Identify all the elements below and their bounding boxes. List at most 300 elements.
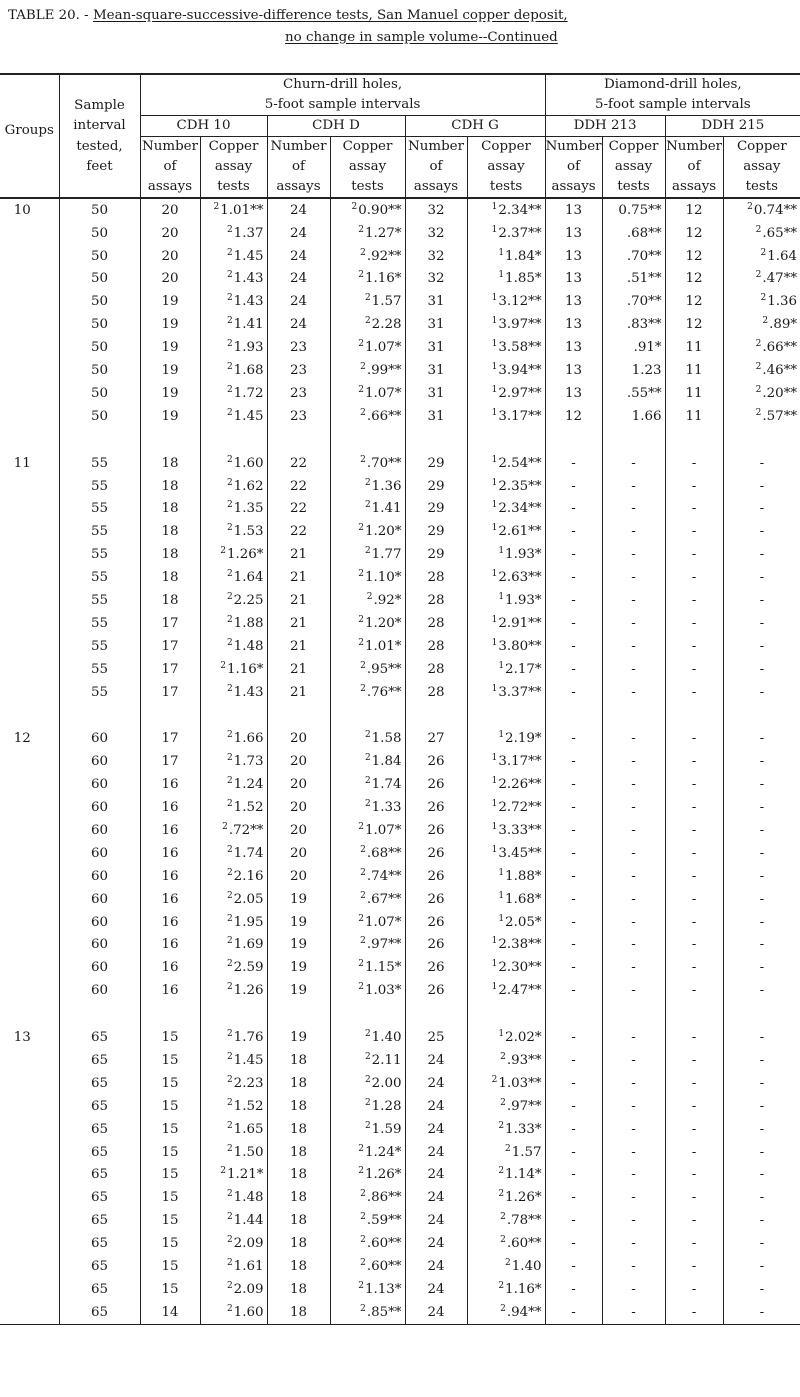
copper-assay-test bbox=[467, 589, 545, 612]
number-of-assays: - bbox=[545, 980, 602, 1003]
table-row bbox=[0, 1255, 800, 1278]
test-value: 1.64 bbox=[767, 248, 798, 264]
group-label bbox=[0, 498, 59, 521]
copper-assay-test bbox=[602, 498, 665, 521]
test-value: - bbox=[631, 1030, 636, 1046]
footnote-marker: 1 bbox=[498, 730, 505, 741]
number-of-assays: 24 bbox=[405, 1141, 467, 1164]
footnote-marker: 2 bbox=[364, 799, 371, 810]
footnote-marker: 2 bbox=[226, 1097, 233, 1108]
sub-number-3: assays bbox=[140, 177, 200, 198]
table-row bbox=[0, 313, 800, 336]
copper-assay-test bbox=[467, 1141, 545, 1164]
number-of-assays: 18 bbox=[267, 1141, 330, 1164]
footnote-marker: 1 bbox=[498, 546, 505, 557]
footnote-marker: 1 bbox=[491, 776, 498, 787]
spacer-cell bbox=[545, 428, 602, 452]
copper-assay-test bbox=[467, 980, 545, 1003]
sample-interval: 65 bbox=[59, 1049, 140, 1072]
test-value: 1.16* bbox=[226, 661, 264, 677]
footnote-marker: 2 bbox=[358, 1143, 364, 1154]
number-of-assays: 29 bbox=[405, 521, 467, 544]
group-label bbox=[0, 612, 59, 635]
number-of-assays: 11 bbox=[665, 359, 723, 382]
sub-number-1: Number bbox=[665, 137, 723, 158]
test-value: - bbox=[631, 960, 636, 976]
copper-assay-test bbox=[330, 1118, 405, 1141]
test-value: 1.01* bbox=[364, 638, 402, 654]
footnote-marker: 2 bbox=[226, 730, 233, 741]
spacer-cell bbox=[545, 1002, 602, 1026]
number-of-assays: 15 bbox=[140, 1118, 200, 1141]
number-of-assays: 15 bbox=[140, 1026, 200, 1049]
number-of-assays: 22 bbox=[267, 475, 330, 498]
number-of-assays: 15 bbox=[140, 1095, 200, 1118]
test-value: 2.34** bbox=[498, 202, 542, 218]
footnote-marker: 2 bbox=[500, 1097, 506, 1108]
footnote-marker: 1 bbox=[491, 683, 498, 694]
copper-assay-test bbox=[602, 475, 665, 498]
test-value: .46** bbox=[762, 362, 798, 378]
group-label: 10 bbox=[13, 202, 31, 218]
footnote-marker: 1 bbox=[491, 637, 498, 648]
number-of-assays: - bbox=[665, 1164, 723, 1187]
copper-assay-test bbox=[467, 957, 545, 980]
sub-copper-2: assay bbox=[602, 157, 665, 177]
footnote-marker: 2 bbox=[226, 799, 233, 810]
test-value: - bbox=[631, 1075, 636, 1091]
test-value: .20** bbox=[762, 385, 798, 401]
test-value: 1.07* bbox=[364, 823, 402, 838]
footnote-marker: 2 bbox=[226, 224, 233, 235]
footnote-marker: 2 bbox=[226, 500, 233, 511]
test-value: - bbox=[759, 731, 765, 747]
spacer-cell bbox=[467, 1002, 545, 1026]
test-value: 1.43 bbox=[233, 684, 264, 700]
number-of-assays: 11 bbox=[665, 405, 723, 428]
sub-copper-3: tests bbox=[602, 177, 665, 198]
test-value: .66** bbox=[366, 408, 402, 424]
test-value: 2.28 bbox=[371, 317, 402, 333]
number-of-assays: - bbox=[665, 1026, 723, 1049]
number-of-assays: 26 bbox=[405, 796, 467, 819]
number-of-assays: 13 bbox=[545, 382, 602, 405]
copper-assay-test bbox=[330, 1026, 405, 1049]
number-of-assays: 13 bbox=[545, 313, 602, 336]
number-of-assays: 18 bbox=[267, 1210, 330, 1233]
number-of-assays: 20 bbox=[267, 865, 330, 888]
number-of-assays: 12 bbox=[665, 222, 723, 245]
sample-interval: 60 bbox=[59, 888, 140, 911]
footnote-marker: 1 bbox=[491, 959, 498, 970]
copper-assay-test bbox=[723, 198, 800, 222]
number-of-assays: 18 bbox=[140, 475, 200, 498]
copper-assay-test bbox=[723, 819, 800, 842]
copper-assay-test bbox=[200, 1301, 267, 1324]
copper-assay-test bbox=[467, 1210, 545, 1233]
number-of-assays: 24 bbox=[267, 268, 330, 291]
copper-assay-test bbox=[200, 566, 267, 589]
table-row bbox=[0, 498, 800, 521]
number-of-assays: 20 bbox=[267, 773, 330, 796]
copper-assay-test bbox=[723, 681, 800, 704]
group-label bbox=[0, 1187, 59, 1210]
test-value: 1.01** bbox=[220, 202, 264, 218]
number-of-assays: - bbox=[545, 773, 602, 796]
test-value: - bbox=[759, 800, 765, 816]
copper-assay-test bbox=[723, 222, 800, 245]
number-of-assays: - bbox=[545, 1210, 602, 1233]
copper-assay-test bbox=[330, 566, 405, 589]
copper-assay-test bbox=[467, 1278, 545, 1301]
spacer-cell bbox=[665, 704, 723, 728]
copper-assay-test bbox=[602, 1278, 665, 1301]
test-value: 1.50 bbox=[233, 1144, 264, 1160]
copper-assay-test bbox=[467, 751, 545, 774]
test-value: 1.40 bbox=[371, 1030, 402, 1046]
header-hole-cdhd: CDH D bbox=[267, 116, 405, 137]
copper-assay-test bbox=[330, 245, 405, 268]
number-of-assays: 26 bbox=[405, 842, 467, 865]
copper-assay-test bbox=[467, 911, 545, 934]
copper-assay-test bbox=[723, 1164, 800, 1187]
copper-assay-test bbox=[330, 1164, 405, 1187]
number-of-assays: - bbox=[665, 498, 723, 521]
sub-number-3: assays bbox=[405, 177, 467, 198]
test-value: 2.02* bbox=[505, 1030, 542, 1046]
test-value: 1.03* bbox=[364, 983, 402, 999]
copper-assay-test bbox=[723, 957, 800, 980]
number-of-assays: - bbox=[545, 1072, 602, 1095]
number-of-assays: 14 bbox=[140, 1301, 200, 1324]
footnote-marker: 1 bbox=[498, 913, 505, 924]
title-text-2: no change in sample volume--Continued bbox=[285, 30, 558, 45]
spacer-cell bbox=[200, 1002, 267, 1026]
number-of-assays: - bbox=[545, 796, 602, 819]
spacer-cell bbox=[140, 1002, 200, 1026]
footnote-marker: 2 bbox=[358, 959, 364, 970]
copper-assay-test bbox=[467, 1187, 545, 1210]
test-value: .74** bbox=[366, 868, 402, 884]
copper-assay-test bbox=[330, 842, 405, 865]
test-value: 2.05* bbox=[505, 914, 542, 930]
number-of-assays: 16 bbox=[140, 842, 200, 865]
test-value: 2.54** bbox=[498, 455, 542, 471]
number-of-assays: - bbox=[545, 589, 602, 612]
number-of-assays: 19 bbox=[140, 313, 200, 336]
sub-copper-1: Copper bbox=[723, 137, 800, 158]
sub-number-3: assays bbox=[545, 177, 602, 198]
copper-assay-test bbox=[467, 543, 545, 566]
group-label bbox=[0, 336, 59, 359]
footnote-marker: 2 bbox=[222, 822, 228, 832]
copper-assay-test bbox=[467, 268, 545, 291]
test-value: 1.40 bbox=[511, 1259, 542, 1275]
test-value: 2.38** bbox=[498, 937, 542, 953]
footnote-marker: 2 bbox=[226, 1189, 233, 1200]
table-row bbox=[0, 1278, 800, 1301]
number-of-assays: - bbox=[665, 658, 723, 681]
footnote-marker: 2 bbox=[226, 959, 233, 970]
test-value: 1.95 bbox=[233, 914, 264, 930]
number-of-assays: 31 bbox=[405, 405, 467, 428]
sub-number-3: assays bbox=[267, 177, 330, 198]
table-row bbox=[0, 1187, 800, 1210]
number-of-assays: 24 bbox=[405, 1164, 467, 1187]
footnote-marker: 2 bbox=[226, 1029, 233, 1040]
footnote-marker: 2 bbox=[226, 683, 233, 694]
table-row bbox=[0, 681, 800, 704]
copper-assay-test bbox=[723, 521, 800, 544]
copper-assay-test bbox=[602, 268, 665, 291]
sub-number-1: Number bbox=[140, 137, 200, 158]
test-value: .91* bbox=[633, 340, 662, 356]
test-value: .89* bbox=[769, 317, 798, 333]
test-value: .65** bbox=[762, 225, 798, 241]
footnote-marker: 1 bbox=[498, 270, 505, 281]
test-value: 3.12** bbox=[498, 294, 542, 310]
copper-assay-test bbox=[200, 198, 267, 222]
number-of-assays: 28 bbox=[405, 635, 467, 658]
copper-assay-test bbox=[200, 1072, 267, 1095]
sub-copper-3: tests bbox=[467, 177, 545, 198]
footnote-marker: 2 bbox=[364, 1097, 371, 1108]
table-row bbox=[0, 475, 800, 498]
copper-assay-test bbox=[723, 888, 800, 911]
test-value: - bbox=[759, 754, 765, 770]
number-of-assays: - bbox=[665, 1232, 723, 1255]
number-of-assays: 31 bbox=[405, 291, 467, 314]
header-hole-ddh215: DDH 215 bbox=[665, 116, 800, 137]
footnote-marker: 2 bbox=[364, 316, 371, 327]
copper-assay-test bbox=[602, 589, 665, 612]
copper-assay-test bbox=[200, 1278, 267, 1301]
spacer-cell bbox=[405, 1002, 467, 1026]
number-of-assays: - bbox=[545, 911, 602, 934]
table-row bbox=[0, 911, 800, 934]
test-value: 1.13* bbox=[364, 1281, 402, 1297]
copper-assay-test bbox=[200, 658, 267, 681]
copper-assay-test bbox=[467, 452, 545, 475]
test-value: .68** bbox=[366, 845, 402, 861]
number-of-assays: 12 bbox=[665, 268, 723, 291]
test-value: 1.76 bbox=[233, 1030, 264, 1046]
test-value: - bbox=[759, 1121, 765, 1137]
copper-assay-test bbox=[200, 405, 267, 428]
group-label bbox=[0, 842, 59, 865]
footnote-marker: 2 bbox=[226, 1303, 233, 1314]
copper-assay-test bbox=[602, 222, 665, 245]
footnote-marker: 2 bbox=[226, 890, 233, 901]
test-value: .86** bbox=[366, 1190, 402, 1206]
number-of-assays: 15 bbox=[140, 1164, 200, 1187]
number-of-assays: 13 bbox=[545, 291, 602, 314]
test-value: - bbox=[759, 1053, 765, 1069]
group-label bbox=[0, 911, 59, 934]
test-value: .78** bbox=[506, 1213, 542, 1229]
test-value: 1.20* bbox=[364, 615, 402, 631]
number-of-assays: 21 bbox=[267, 566, 330, 589]
copper-assay-test bbox=[723, 796, 800, 819]
test-value: 2.97** bbox=[498, 385, 542, 401]
table-row bbox=[0, 1232, 800, 1255]
sample-interval: 50 bbox=[59, 336, 140, 359]
footnote-marker: 1 bbox=[491, 361, 498, 372]
footnote-marker: 2 bbox=[755, 224, 762, 235]
footnote-marker: 2 bbox=[358, 822, 364, 832]
test-value: 1.52 bbox=[233, 800, 264, 816]
number-of-assays: 18 bbox=[267, 1049, 330, 1072]
test-value: - bbox=[759, 684, 765, 700]
number-of-assays: 26 bbox=[405, 934, 467, 957]
sample-interval: 50 bbox=[59, 291, 140, 314]
number-of-assays: 18 bbox=[267, 1187, 330, 1210]
spacer-cell bbox=[405, 428, 467, 452]
test-value: 2.37** bbox=[498, 225, 542, 241]
number-of-assays: 29 bbox=[405, 543, 467, 566]
sub-copper-1: Copper bbox=[200, 137, 267, 158]
copper-assay-test bbox=[602, 313, 665, 336]
copper-assay-test bbox=[723, 635, 800, 658]
footnote-marker: 2 bbox=[364, 776, 371, 787]
number-of-assays: 15 bbox=[140, 1141, 200, 1164]
number-of-assays: 28 bbox=[405, 589, 467, 612]
group-label bbox=[0, 751, 59, 774]
footnote-marker: 2 bbox=[220, 1166, 226, 1177]
copper-assay-test bbox=[602, 291, 665, 314]
number-of-assays: - bbox=[665, 751, 723, 774]
copper-assay-test bbox=[330, 1049, 405, 1072]
footnote-marker: 2 bbox=[226, 339, 233, 350]
copper-assay-test bbox=[602, 521, 665, 544]
test-value: - bbox=[631, 800, 636, 816]
footnote-marker: 1 bbox=[498, 660, 505, 671]
number-of-assays: 18 bbox=[140, 543, 200, 566]
test-value: 1.84* bbox=[505, 248, 542, 264]
number-of-assays: 18 bbox=[267, 1118, 330, 1141]
group-label bbox=[0, 773, 59, 796]
copper-assay-test bbox=[467, 728, 545, 751]
copper-assay-test bbox=[723, 751, 800, 774]
copper-assay-test bbox=[723, 589, 800, 612]
footnote-marker: 2 bbox=[364, 477, 371, 488]
number-of-assays: - bbox=[665, 888, 723, 911]
number-of-assays: 24 bbox=[405, 1072, 467, 1095]
test-value: 1.93 bbox=[233, 340, 264, 356]
test-value: 1.57 bbox=[371, 294, 402, 310]
test-value: - bbox=[631, 455, 636, 471]
spacer-cell bbox=[267, 704, 330, 728]
copper-assay-test bbox=[330, 658, 405, 681]
footnote-marker: 2 bbox=[755, 270, 762, 281]
copper-assay-test bbox=[723, 1278, 800, 1301]
number-of-assays: 11 bbox=[665, 336, 723, 359]
footnote-marker: 2 bbox=[226, 293, 233, 304]
test-value: 3.80** bbox=[498, 638, 542, 654]
copper-assay-test bbox=[602, 980, 665, 1003]
number-of-assays: 24 bbox=[405, 1232, 467, 1255]
number-of-assays: - bbox=[545, 1301, 602, 1324]
copper-assay-test bbox=[200, 1187, 267, 1210]
spacer-cell bbox=[545, 704, 602, 728]
test-value: 1.74 bbox=[371, 777, 402, 793]
number-of-assays: 18 bbox=[267, 1164, 330, 1187]
number-of-assays: 24 bbox=[267, 198, 330, 222]
group-label bbox=[0, 681, 59, 704]
spacer-cell bbox=[59, 428, 140, 452]
test-value: - bbox=[631, 1144, 636, 1160]
copper-assay-test bbox=[200, 957, 267, 980]
table-row bbox=[0, 1210, 800, 1233]
number-of-assays: - bbox=[545, 612, 602, 635]
footnote-marker: 2 bbox=[226, 1120, 233, 1131]
sub-number-1: Number bbox=[405, 137, 467, 158]
number-of-assays: - bbox=[545, 1255, 602, 1278]
sample-interval: 60 bbox=[59, 957, 140, 980]
sample-interval: 60 bbox=[59, 934, 140, 957]
copper-assay-test bbox=[330, 612, 405, 635]
test-value: - bbox=[759, 868, 765, 884]
test-value: 2.47** bbox=[498, 983, 542, 999]
test-value: - bbox=[631, 914, 636, 930]
copper-assay-test bbox=[200, 1210, 267, 1233]
test-value: - bbox=[759, 1075, 765, 1091]
test-value: .70** bbox=[366, 455, 402, 471]
copper-assay-test bbox=[723, 1232, 800, 1255]
group-label bbox=[0, 1095, 59, 1118]
copper-assay-test bbox=[602, 1118, 665, 1141]
number-of-assays: 28 bbox=[405, 681, 467, 704]
footnote-marker: 1 bbox=[491, 569, 498, 580]
test-value: 1.45 bbox=[233, 248, 264, 264]
copper-assay-test bbox=[330, 268, 405, 291]
number-of-assays: 15 bbox=[140, 1187, 200, 1210]
sample-interval: 60 bbox=[59, 796, 140, 819]
footnote-marker: 2 bbox=[213, 201, 220, 212]
table-header bbox=[0, 74, 800, 198]
copper-assay-test bbox=[330, 1072, 405, 1095]
table-row bbox=[0, 796, 800, 819]
test-value: .70** bbox=[626, 294, 662, 310]
table-row bbox=[0, 291, 800, 314]
footnote-marker: 1 bbox=[491, 224, 498, 235]
copper-assay-test bbox=[200, 543, 267, 566]
table-row bbox=[0, 751, 800, 774]
copper-assay-test bbox=[467, 1232, 545, 1255]
copper-assay-test bbox=[467, 612, 545, 635]
copper-assay-test bbox=[330, 1278, 405, 1301]
test-value: 1.41 bbox=[233, 317, 264, 333]
copper-assay-test bbox=[467, 1118, 545, 1141]
footnote-marker: 2 bbox=[226, 384, 233, 395]
copper-assay-test bbox=[723, 452, 800, 475]
spacer-cell bbox=[723, 428, 800, 452]
number-of-assays: 16 bbox=[140, 934, 200, 957]
copper-assay-test bbox=[602, 1072, 665, 1095]
test-value: 1.48 bbox=[233, 1190, 264, 1206]
test-value: - bbox=[631, 592, 636, 608]
test-value: 1.45 bbox=[233, 1053, 264, 1069]
copper-assay-test bbox=[330, 543, 405, 566]
number-of-assays: 20 bbox=[267, 751, 330, 774]
copper-assay-test bbox=[467, 796, 545, 819]
assay-test-table bbox=[0, 73, 800, 1325]
test-value: 2.63** bbox=[498, 570, 542, 586]
test-value: 1.88* bbox=[505, 868, 542, 884]
number-of-assays: 21 bbox=[267, 543, 330, 566]
table-row bbox=[0, 452, 800, 475]
copper-assay-test bbox=[330, 291, 405, 314]
